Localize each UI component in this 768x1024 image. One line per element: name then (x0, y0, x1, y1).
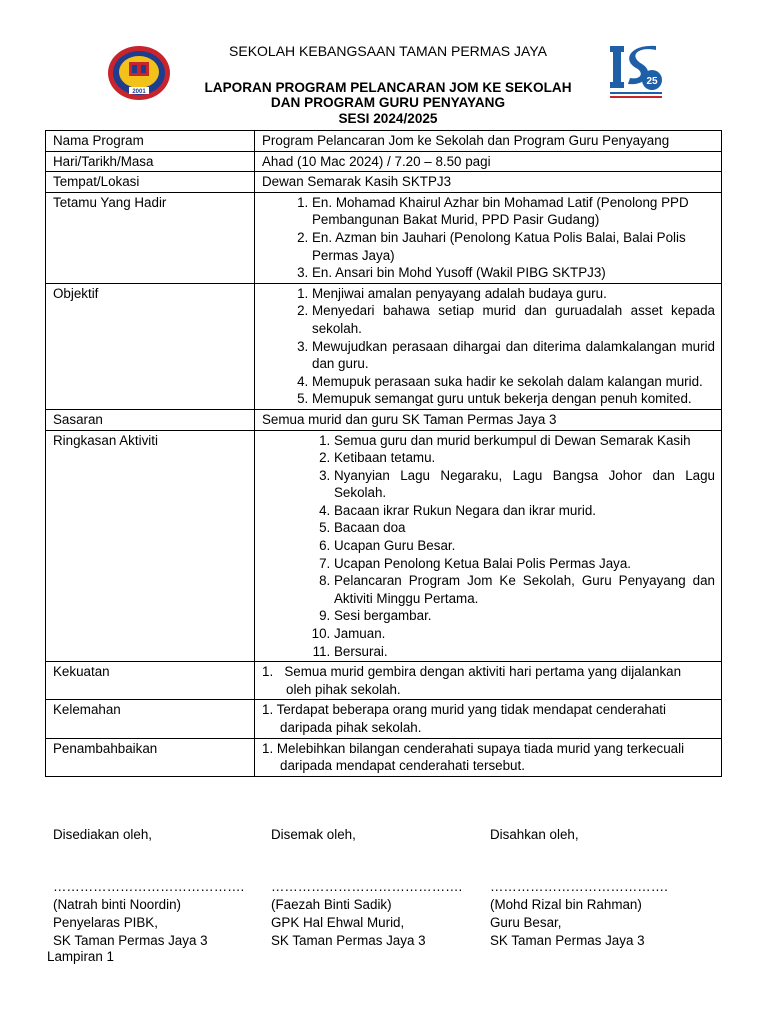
signature-name: (Faezah Binti Sadik) (271, 897, 392, 912)
list-item: 5. Bacaan doa (334, 519, 715, 537)
label-kekuatan: Kekuatan (46, 662, 255, 700)
row-hari-tarikh (46, 151, 722, 172)
list-item: 2. Menyedari bahawa setiap murid dan guruadalah asset kepada sekolah. (312, 302, 715, 337)
row-sasaran (46, 409, 722, 430)
kelemahan-line-1: 1. Terdapat beberapa orang murid yang tidak mendapat cenderahati (262, 702, 666, 718)
list-item: 1. Menjiwai amalan penyayang adalah budaya guru. (312, 285, 715, 303)
signature-name: (Mohd Rizal bin Rahman) (490, 897, 642, 912)
list-item: 6. Ucapan Guru Besar. (334, 537, 715, 555)
list-item: 9. Sesi bergambar. (334, 607, 715, 625)
row-penambahbaikan (46, 738, 722, 776)
title-line-1: LAPORAN PROGRAM PELANCARAN JOM KE SEKOLAH (204, 80, 572, 95)
list-item: 3. Mewujudkan perasaan dihargai dan diterima dalamkalangan murid dan guru. (312, 338, 715, 373)
signature-heading: Disahkan oleh, (490, 827, 579, 842)
label-hari-tarikh: Hari/Tarikh/Masa (46, 151, 255, 172)
row-kekuatan (46, 662, 722, 700)
kekuatan-number: 1. (262, 664, 274, 680)
list-item: 3. Nyanyian Lagu Negaraku, Lagu Bangsa Johor dan Lagu Sekolah. (334, 467, 715, 502)
objektif-list (262, 285, 715, 408)
kekuatan-line-2: oleh pihak sekolah. (286, 681, 401, 697)
signature-heading: Disediakan oleh, (53, 827, 153, 842)
signature-reviewed (271, 826, 462, 950)
value-tempat: Dewan Semarak Kasih SKTPJ3 (255, 172, 722, 193)
list-item: 5. Memupuk semangat guru untuk bekerja dengan penuh komited. (312, 390, 715, 408)
title-line-2: DAN PROGRAM GURU PENYAYANG (270, 95, 506, 111)
list-item: 2. En. Azman bin Jauhari (Penolong Katua Polis Balai, Balai Polis Permas Jaya) (312, 229, 715, 264)
school-name: SEKOLAH KEBANGSAAN TAMAN PERMAS JAYA (229, 43, 547, 59)
logo-number-text: 25 (646, 76, 658, 87)
row-ringkasan (46, 430, 722, 662)
signature-role: Guru Besar, (490, 915, 562, 930)
signature-school: SK Taman Permas Jaya 3 (271, 933, 426, 948)
signature-dots: …………………………………. (490, 879, 668, 894)
list-item: 4. Memupuk perasaan suka hadir ke sekolah dalam kalangan murid. (312, 373, 715, 391)
logo-year-text: 2001 (132, 89, 146, 95)
row-nama-program (46, 131, 722, 152)
label-nama-program: Nama Program (46, 131, 255, 152)
list-item: 10. Jamuan. (334, 625, 715, 643)
signature-dots: ……………………………………. (53, 879, 245, 894)
label-tetamu: Tetamu Yang Hadir (46, 192, 255, 283)
signature-prepared (53, 826, 244, 950)
label-penambahbaikan: Penambahbaikan (46, 738, 255, 776)
penambahbaikan-line-2: daripada mendapat cenderahati tersebut. (280, 758, 525, 774)
kelemahan-line-2: daripada pihak sekolah. (280, 720, 422, 735)
list-item: 7. Ucapan Penolong Ketua Balai Polis Permas Jaya. (334, 555, 715, 573)
row-tempat (46, 172, 722, 193)
list-item: 4. Bacaan ikrar Rukun Negara dan ikrar murid. (334, 502, 715, 520)
tetamu-list (262, 194, 715, 282)
appendix-label: Lampiran 1 (47, 949, 114, 964)
penambahbaikan-line-1: 1. Melebihkan bilangan cenderahati supaya tiada murid yang terkecuali (262, 740, 685, 756)
report-table (45, 130, 722, 777)
row-tetamu (46, 192, 722, 283)
row-objektif (46, 283, 722, 409)
kekuatan-line-1: Semua murid gembira dengan aktiviti hari pertama yang dijalankan (284, 664, 682, 680)
label-objektif: Objektif (46, 283, 255, 409)
value-hari-tarikh: Ahad (10 Mac 2024) / 7.20 – 8.50 pagi (255, 151, 722, 172)
label-sasaran: Sasaran (46, 409, 255, 430)
list-item: 2. Ketibaan tetamu. (334, 449, 715, 467)
list-item: 3. En. Ansari bin Mohd Yusoff (Wakil PIBG SKTPJ3) (312, 264, 715, 282)
signature-role: GPK Hal Ehwal Murid, (271, 915, 405, 930)
signature-approved (490, 826, 668, 950)
label-kelemahan: Kelemahan (46, 700, 255, 738)
row-kelemahan (46, 700, 722, 738)
title-line-3: SESI 2024/2025 (338, 110, 438, 126)
label-ringkasan: Ringkasan Aktiviti (46, 430, 255, 662)
signature-dots: ……………………………………. (271, 879, 463, 894)
list-item: 1. Semua guru dan murid berkumpul di Dewan Semarak Kasih (334, 432, 715, 450)
signature-school: SK Taman Permas Jaya 3 (490, 933, 645, 948)
signature-name: (Natrah binti Noordin) (53, 897, 182, 912)
list-item: 1. En. Mohamad Khairul Azhar bin Mohamad Latif (Penolong PPD Pembangunan Bakat Murid, PPD Pasir Gudang) (312, 194, 715, 229)
signature-school: SK Taman Permas Jaya 3 (53, 933, 208, 948)
ringkasan-list (262, 432, 715, 661)
label-tempat: Tempat/Lokasi (46, 172, 255, 193)
signature-heading: Disemak oleh, (271, 827, 356, 842)
list-item: 11. Bersurai. (334, 643, 715, 661)
report-title (0, 80, 768, 126)
value-nama-program: Program Pelancaran Jom ke Sekolah dan Program Guru Penyayang (255, 131, 722, 152)
list-item: 8. Pelancaran Program Jom Ke Sekolah, Guru Penyayang dan Aktiviti Minggu Pertama. (334, 572, 715, 607)
value-sasaran: Semua murid dan guru SK Taman Permas Jaya 3 (255, 409, 722, 430)
signature-role: Penyelaras PIBK, (53, 915, 158, 930)
